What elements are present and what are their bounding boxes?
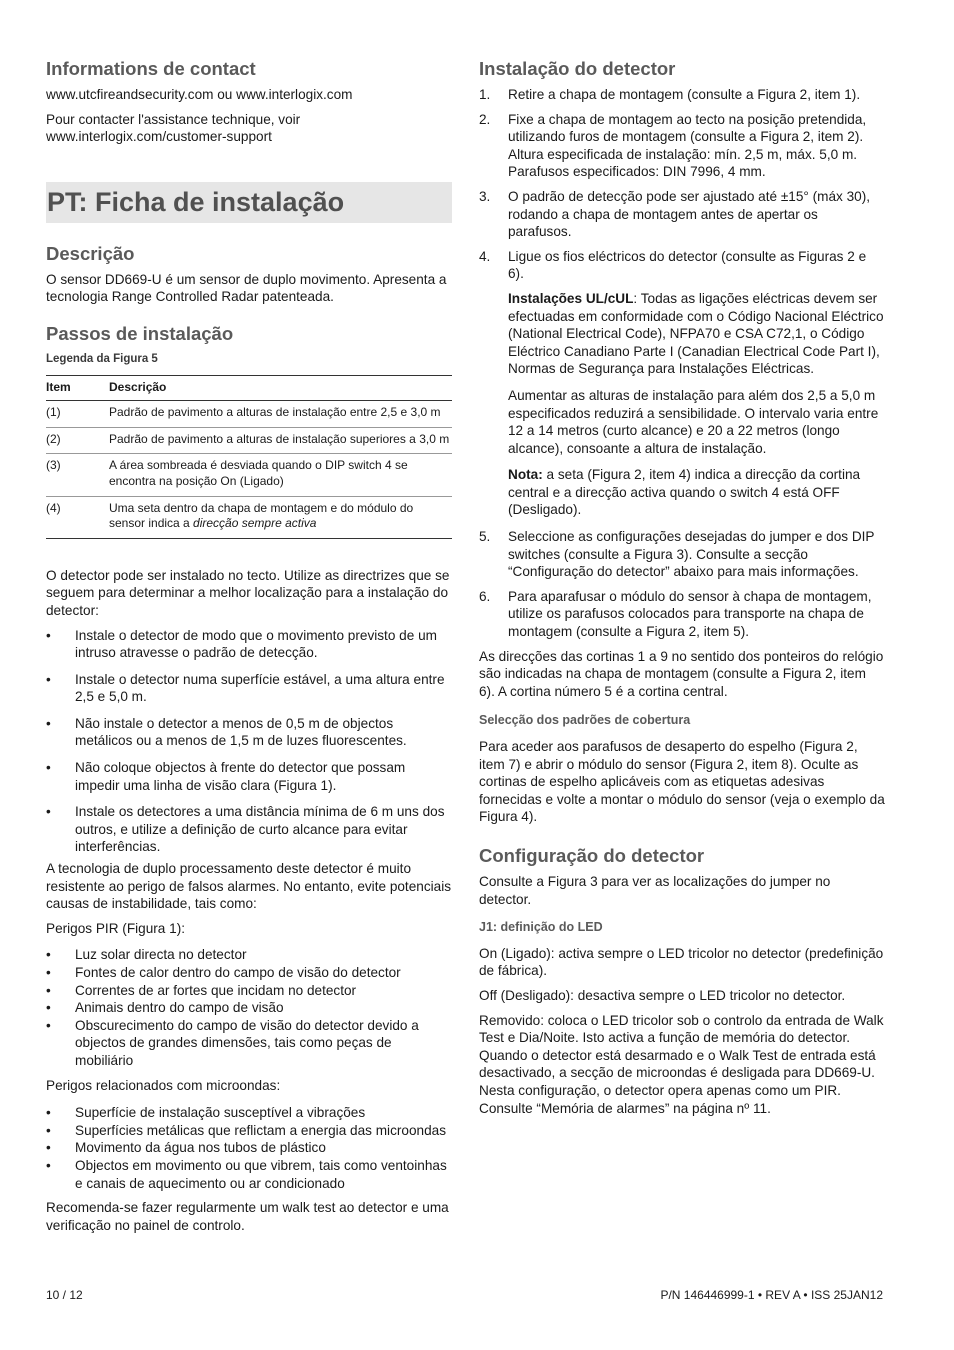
closing-text: Recomenda-se fazer regularmente um walk test ao detector e uma verificação no painel de controlo.: [46, 1200, 449, 1233]
config-intro: Consulte a Figura 3 para ver as localizações do jumper no detector.: [479, 873, 831, 907]
list-item: • Superfície de instalação susceptível a vibrações: [46, 1105, 366, 1121]
note-text: a seta (Figura 2, item 4) indica a direcção da cortina central e a direcção activa quando o switch 4 está OFF (Desligado).: [508, 467, 861, 518]
legend-desc: Padrão de pavimento a alturas de instalação entre 2,5 e 3,0 m: [109, 401, 452, 428]
legend-item: (4): [46, 500, 61, 515]
legend-item: (2): [46, 427, 109, 454]
curtains-text: As direcções das cortinas 1 a 9 no sentido dos ponteiros do relógio são indicadas na chapa de montagem (consulte a Figura 2, item 6). A cortina número 5 é a cortina central.: [479, 648, 884, 699]
table-row: [46, 401, 452, 428]
table-row: [46, 454, 452, 496]
list-item: • Não instale o detector a menos de 0,5 m de objectos metálicos ou a menos de 1,5 m de luzes fluorescentes.: [46, 715, 407, 749]
list-item: • Correntes de ar fortes que incidam no detector: [46, 982, 357, 998]
descricao-heading: Descrição: [46, 242, 135, 264]
install-steps: [479, 86, 885, 283]
list-item: • Instale os detectores a uma distância mínima de 6 m uns dos outros, e utilize a definição de curto alcance para evitar interferências.: [46, 804, 445, 855]
ul-text: : Todas as ligações eléctricas devem ser efectuadas em conformidade com o Código Nacional Eléctrico (National Electrical Code), NFPA70 e CSA C72,1, o Código Eléctrico Canadiano Parte I (Canadian Electrical Code Part I), Normas de Segurança para Instalações Eléctricas.: [508, 290, 884, 377]
contact-websites: www.utcfireandsecurity.com ou www.interlogix.com: [46, 87, 353, 102]
list-item: • Não coloque objectos à frente do detector que possam impedir uma linha de visão clara (Figura 1).: [46, 760, 406, 793]
install-steps-continued: [479, 528, 885, 641]
pir-list: [46, 946, 452, 1069]
section-title: PT: Ficha de instalação: [47, 186, 345, 217]
height-note: Aumentar as alturas de instalação para além dos 2,5 a 5,0 m especificados reduzirá a sensibilidade. O intervalo varia entre 12 a 14 metros (curto alcance) e 20 a 22 metros (longo alcance), consoante a altura de instalação.: [508, 387, 879, 456]
ul-note: [479, 290, 885, 378]
list-item: 2. Fixe a chapa de montagem ao tecto na posição pretendida, utilizando furos de montagem (consulte a Figura 2, item 2). Altura especificada de instalação: mín. 2,5 m, máx. 5,0 m. Parafusos especificados: DIN 7996, 4 mm.: [479, 111, 867, 180]
table-row: [46, 496, 452, 538]
list-item: • Obscurecimento do campo de visão do detector devido a objectos de grandes dimensões, tais como peças de mobiliário: [46, 1017, 419, 1068]
legend-header-desc: Descrição: [109, 375, 452, 401]
list-item: • Fontes de calor dentro do campo de visão do detector: [46, 965, 401, 980]
right-column: [479, 58, 885, 1124]
list-item: • Superfícies metálicas que reflictam a energia das microondas: [46, 1122, 446, 1138]
mw-title: Perigos relacionados com microondas:: [46, 1077, 281, 1093]
arrow-note: [479, 466, 885, 519]
config-heading: Configuração do detector: [479, 844, 705, 866]
j1-removed-text: Removido: coloca o LED tricolor sob o controlo da entrada de Walk Test e Dia/Noite. Isto activa a função de memória do detector. Quando o detector está desarmado e o Walk Test de entrada está desactivado, a secção de microondas é desligada para DD669-U. Nesta configuração, o detector opera apenas como um PIR. Consulte “Memória de alarmes” na página nº 11.: [479, 1012, 884, 1116]
page-number: 10 / 12: [46, 1288, 83, 1302]
contact-support: Pour contacter l'assistance technique, voir www.interlogix.com/customer-support: [46, 111, 301, 145]
list-item: • Objectos em movimento ou que vibrem, tais como ventoinhas e canais de aquecimento ou ar condicionado: [46, 1157, 447, 1191]
list-item: 6. Para aparafusar o módulo do sensor à chapa de montagem, utilize os parafusos colocados para transporte na chapa de montagem (consulte a Figura 2, item 5).: [479, 588, 872, 640]
note-label: Nota:: [508, 467, 543, 483]
section-title-box: [46, 182, 452, 223]
legend-desc-text: Uma seta dentro da chapa de montagem e do módulo do sensor indica a: [109, 500, 414, 531]
list-item: • Animais dentro do campo de visão: [46, 1000, 284, 1016]
table-row: [46, 427, 452, 454]
legend-desc: A área sombreada é desviada quando o DIP switch 4 se encontra na posição On (Ligado): [109, 454, 452, 496]
list-item: • Instale o detector de modo que o movimento previsto de um intruso atravesse o padrão de detecção.: [46, 627, 437, 661]
list-item: • Luz solar directa no detector: [46, 947, 247, 963]
j1-on-text: On (Ligado): activa sempre o LED tricolor no detector (predefinição de fábrica).: [479, 945, 884, 979]
j1-off-text: Off (Desligado): desactiva sempre o LED tricolor no detector.: [479, 987, 846, 1003]
passos-heading: Passos de instalação: [46, 322, 234, 344]
passos-intro: O detector pode ser instalado no tecto. Utilize as directrizes que se seguem para determinar a melhor localização para a instalação do detector:: [46, 567, 450, 618]
part-number: P/N 146446999-1 • REV A • ISS 25JAN12: [660, 1288, 883, 1302]
legend-header-item: Item: [46, 375, 109, 401]
instalacao-heading: Instalação do detector: [479, 58, 676, 79]
list-item: 5. Seleccione as configurações desejadas do jumper e dos DIP switches (consulte a Figura 3). Consulte a secção “Configuração do detector” abaixo para mais informações.: [479, 529, 875, 580]
coverage-text: Para aceder aos parafusos de desaperto do espelho (Figura 2, item 7) e abrir o módulo do sensor (Figura 2, item 8). Oculte as cortinas de espelho aplicáveis com as etiquetas adesivas fornecidas e volte a montar o módulo do sensor (veja o exemplo da Figura 4).: [479, 739, 885, 825]
legend-desc-emphasis: direcção sempre activa: [193, 516, 317, 531]
list-item: 3. O padrão de detecção pode ser ajustado até ±15° (máx 30), rodando a chapa de montagem antes de apertar os parafusos.: [479, 188, 871, 240]
dual-processing-text: A tecnologia de duplo processamento deste detector é muito resistente ao perigo de falsos alarmes. No entanto, evite potenciais causas de instabilidade, tais como:: [46, 861, 452, 912]
pir-title: Perigos PIR (Figura 1):: [46, 920, 186, 936]
legend-item: (1): [46, 401, 109, 428]
descricao-text: O sensor DD669-U é um sensor de duplo movimento. Apresenta a tecnologia Range Controlled Radar patenteada.: [46, 271, 447, 305]
left-column: [46, 58, 452, 1241]
ul-label: Instalações UL/cUL: [508, 290, 634, 306]
legend-title: Legenda da Figura 5: [46, 352, 158, 365]
list-item: • Instale o detector numa superfície estável, a uma altura entre 2,5 e 5,0 m.: [46, 671, 445, 705]
j1-title: J1: definição do LED: [479, 920, 603, 935]
list-item: • Movimento da água nos tubos de plástico: [46, 1140, 326, 1156]
coverage-title: Selecção dos padrões de cobertura: [479, 713, 691, 728]
mw-list: [46, 1104, 452, 1192]
legend-desc: Padrão de pavimento a alturas de instalação superiores a 3,0 m: [109, 427, 452, 454]
legend-table: [46, 375, 452, 539]
legend-header-row: [46, 375, 452, 401]
guidelines-list: [46, 627, 452, 857]
legend-desc: [109, 496, 452, 538]
list-item: 1. Retire a chapa de montagem (consulte a Figura 2, item 1).: [479, 87, 861, 102]
list-item: 4. Ligue os fios eléctricos do detector (consulte as Figuras 2 e 6).: [479, 248, 867, 282]
contact-heading: Informations de contact: [46, 58, 256, 79]
legend-item: (3): [46, 454, 109, 496]
